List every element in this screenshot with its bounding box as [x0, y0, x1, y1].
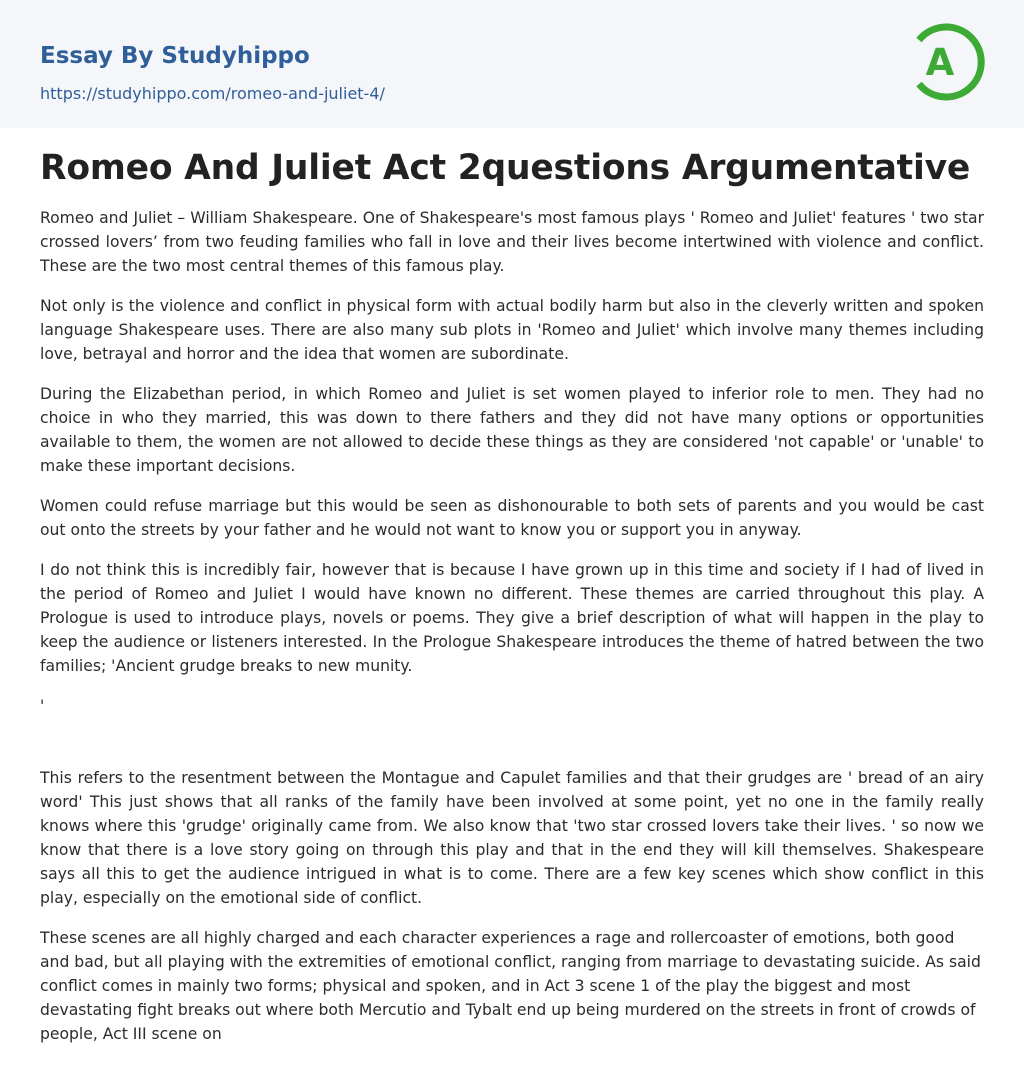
paragraph-4: Women could refuse marriage but this would be seen as dishonourable to both sets of parents and you would be cast out onto the streets by your father and he would not want to know you or support you in anyway.: [40, 497, 984, 539]
paragraph-6: This refers to the resentment between the Montague and Capulet families and that their grudges are ' bread of an airy word' This just shows that all ranks of the family have been involved at some point, yet no one in the family really knows where this 'grudge' originally came from. We also know that 'two star crossed lovers take their lives. ' so now we know that there is a love story going on through this play and that in the end they will kill themselves. Shakespeare says all this to get the audience intrigued in what is to come. There are a few key scenes which show conflict in this play, especially on the emotional side of conflict.: [40, 769, 984, 907]
article-url-link[interactable]: https://studyhippo.com/romeo-and-juliet-4/: [40, 84, 385, 103]
paragraph-5: I do not think this is incredibly fair, however that is because I have grown up in this time and society if I had of lived in the period of Romeo and Juliet I would have known no different. These themes are carried throughout this play. A Prologue is used to introduce plays, novels or poems. They give a brief description of what will happen in the play to keep the audience or listeners interested. In the Prologue Shakespeare introduces the theme of hatred between the two families; 'Ancient grudge breaks to new munity.: [40, 561, 984, 675]
site-brand[interactable]: Essay By Studyhippo: [40, 43, 310, 69]
paragraph-3: During the Elizabethan period, in which Romeo and Juliet is set women played to inferior role to men. They had no choice in who they married, this was down to there fathers and they did not have many options or opportunities available to them, the women are not allowed to decide these things as they are considered 'not capable' or 'unable' to make these important decisions.: [40, 385, 984, 475]
article-body: [40, 142, 984, 1062]
paragraph-2: Not only is the violence and conflict in physical form with actual bodily harm but also in the cleverly written and spoken language Shakespeare uses. There are also many sub plots in 'Romeo and Juliet' which involve many themes including love, betrayal and horror and the idea that women are subordinate.: [40, 297, 984, 363]
site-header: [0, 0, 1024, 128]
logo-letter: A: [925, 41, 955, 84]
article-title: Romeo And Juliet Act 2questions Argumentative: [40, 148, 971, 188]
stray-quote-mark: ': [40, 697, 45, 715]
studyhippo-logo-icon[interactable]: [912, 18, 988, 106]
paragraph-7: These scenes are all highly charged and each character experiences a rage and rollercoaster of emotions, both good and bad, but all playing with the extremities of emotional conflict, ranging from marriage to devastating suicide. As said conflict comes in mainly two forms; physical and spoken, and in Act 3 scene 1 of the play the biggest and most devastating fight breaks out where both Mercutio and Tybalt end up being murdered on the streets in front of crowds of people, Act III scene on: [40, 929, 981, 1043]
paragraph-1: Romeo and Juliet – William Shakespeare. One of Shakespeare's most famous plays ' Romeo and Juliet' features ' two star crossed lovers’ from two feuding families who fall in love and their lives become intertwined with violence and conflict. These are the two most central themes of this famous play.: [40, 209, 984, 275]
